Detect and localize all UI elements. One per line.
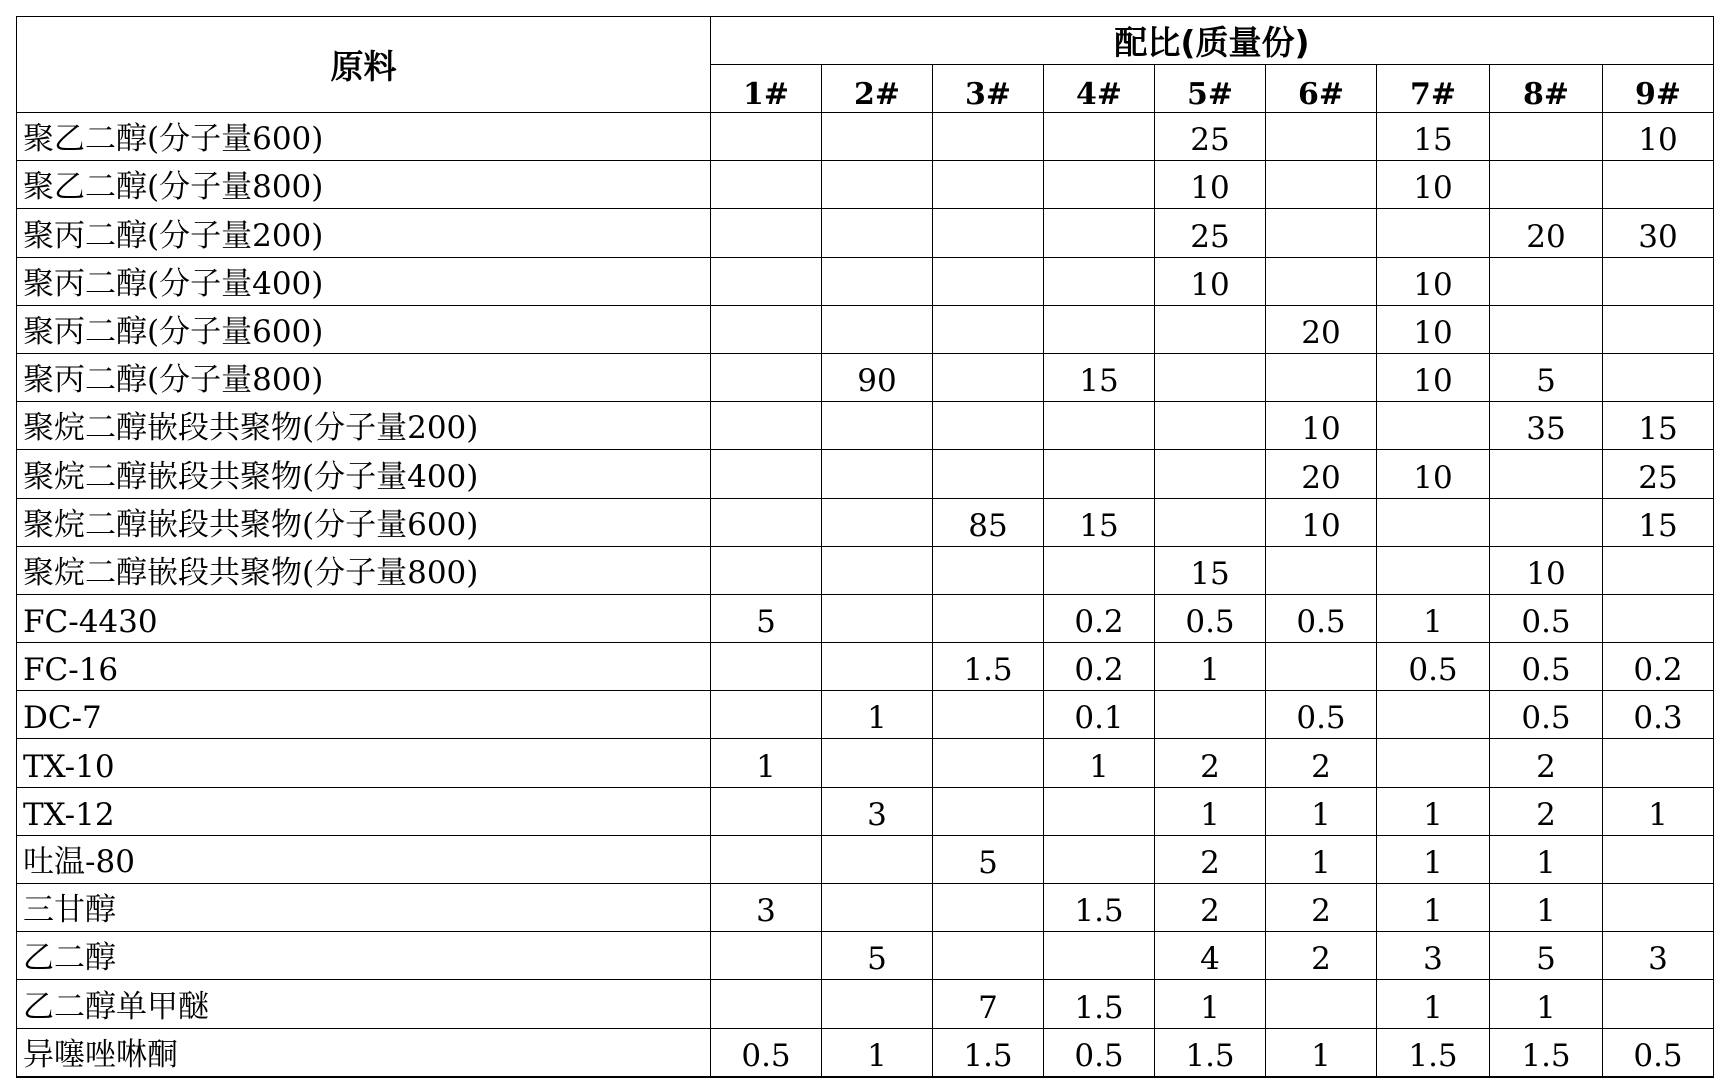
ratio-value-cell: 20 <box>1266 450 1377 498</box>
sample-header: 3# <box>933 65 1044 113</box>
ratio-value-cell: 15 <box>1155 546 1266 594</box>
sample-header: 8# <box>1490 65 1603 113</box>
ratio-value-cell <box>822 498 933 546</box>
ratio-value-cell <box>1266 209 1377 257</box>
ratio-value-cell: 1 <box>1266 1028 1377 1077</box>
table-row <box>17 305 1714 353</box>
ratio-value-cell <box>1155 498 1266 546</box>
ratio-value-cell: 1 <box>1155 980 1266 1028</box>
ratio-value-cell: 0.2 <box>1603 643 1714 691</box>
ratio-value-cell <box>711 643 822 691</box>
ratio-value-cell <box>1155 450 1266 498</box>
ratio-value-cell: 0.5 <box>1490 594 1603 642</box>
ratio-value-cell <box>822 161 933 209</box>
ratio-value-cell <box>933 546 1044 594</box>
ratio-value-cell <box>822 402 933 450</box>
ratio-value-cell: 20 <box>1490 209 1603 257</box>
table-row <box>17 980 1714 1028</box>
ratio-value-cell <box>822 739 933 787</box>
table-row <box>17 161 1714 209</box>
ratio-value-cell: 2 <box>1490 739 1603 787</box>
ratio-value-cell <box>822 209 933 257</box>
ratio-value-cell <box>1603 546 1714 594</box>
ratio-value-cell <box>1044 450 1155 498</box>
ratio-value-cell: 0.5 <box>1490 691 1603 739</box>
material-name-cell: 聚丙二醇(分子量800) <box>17 353 711 401</box>
ratio-value-cell: 25 <box>1603 450 1714 498</box>
ratio-value-cell <box>822 643 933 691</box>
ratio-value-cell: 15 <box>1044 498 1155 546</box>
ratio-value-cell <box>822 980 933 1028</box>
ratio-value-cell <box>933 257 1044 305</box>
material-name-cell: 聚丙二醇(分子量600) <box>17 305 711 353</box>
ratio-value-cell: 0.5 <box>1155 594 1266 642</box>
material-name-cell: TX-12 <box>17 787 711 835</box>
ratio-value-cell <box>711 113 822 161</box>
table-row <box>17 402 1714 450</box>
material-name-cell: FC-16 <box>17 643 711 691</box>
ratio-value-cell: 15 <box>1044 353 1155 401</box>
ratio-value-cell <box>1266 353 1377 401</box>
ratio-value-cell: 30 <box>1603 209 1714 257</box>
ratio-value-cell <box>1377 546 1490 594</box>
ratio-value-cell: 1.5 <box>1155 1028 1266 1077</box>
table-row <box>17 498 1714 546</box>
ratio-value-cell: 2 <box>1155 739 1266 787</box>
ratio-value-cell: 1.5 <box>1377 1028 1490 1077</box>
ratio-value-cell <box>711 498 822 546</box>
table-row <box>17 594 1714 642</box>
table-row <box>17 450 1714 498</box>
ratio-value-cell: 1 <box>1490 980 1603 1028</box>
ratio-value-cell <box>1603 257 1714 305</box>
ratio-value-cell: 5 <box>1490 932 1603 980</box>
ratio-value-cell: 1 <box>1155 643 1266 691</box>
material-name-cell: 聚烷二醇嵌段共聚物(分子量200) <box>17 402 711 450</box>
ratio-value-cell <box>1155 691 1266 739</box>
material-name-cell: 聚乙二醇(分子量800) <box>17 161 711 209</box>
material-name-cell: 聚乙二醇(分子量600) <box>17 113 711 161</box>
ratio-value-cell: 3 <box>822 787 933 835</box>
material-name-cell: 聚烷二醇嵌段共聚物(分子量400) <box>17 450 711 498</box>
ratio-value-cell: 1.5 <box>1044 884 1155 932</box>
table-row <box>17 1028 1714 1077</box>
ratio-value-cell: 0.5 <box>1377 643 1490 691</box>
ratio-value-cell <box>822 257 933 305</box>
ratio-value-cell: 35 <box>1490 402 1603 450</box>
ratio-value-cell <box>1377 691 1490 739</box>
ratio-value-cell: 10 <box>1155 257 1266 305</box>
table-row <box>17 739 1714 787</box>
ratio-value-cell: 3 <box>1377 932 1490 980</box>
ratio-value-cell <box>933 739 1044 787</box>
ratio-value-cell <box>1044 305 1155 353</box>
ratio-value-cell: 1 <box>1490 835 1603 883</box>
ratio-value-cell <box>1266 546 1377 594</box>
ratio-value-cell: 0.5 <box>1490 643 1603 691</box>
material-name-cell: 吐温-80 <box>17 835 711 883</box>
ratio-value-cell <box>1044 113 1155 161</box>
ratio-value-cell <box>1603 835 1714 883</box>
ratio-value-cell <box>933 450 1044 498</box>
table-row <box>17 691 1714 739</box>
ratio-value-cell <box>711 161 822 209</box>
sample-header: 2# <box>822 65 933 113</box>
ratio-value-cell: 10 <box>1490 546 1603 594</box>
ratio-value-cell <box>1490 257 1603 305</box>
ratio-value-cell <box>822 113 933 161</box>
ratio-value-cell: 1 <box>1377 884 1490 932</box>
ratio-value-cell: 0.1 <box>1044 691 1155 739</box>
ratio-value-cell <box>933 353 1044 401</box>
ratio-value-cell: 4 <box>1155 932 1266 980</box>
ratio-value-cell <box>822 305 933 353</box>
ratio-value-cell: 1 <box>1377 980 1490 1028</box>
ratio-value-cell <box>933 161 1044 209</box>
sample-header: 9# <box>1603 65 1714 113</box>
ratio-value-cell: 2 <box>1155 835 1266 883</box>
table-row <box>17 884 1714 932</box>
ratio-value-cell: 2 <box>1490 787 1603 835</box>
table-row <box>17 353 1714 401</box>
ratio-value-cell: 1 <box>1490 884 1603 932</box>
ratio-value-cell: 3 <box>711 884 822 932</box>
ratio-value-cell: 1 <box>1377 594 1490 642</box>
ratio-value-cell: 10 <box>1377 305 1490 353</box>
ratio-value-cell <box>933 402 1044 450</box>
ratio-value-cell <box>1155 353 1266 401</box>
ratio-value-cell <box>711 450 822 498</box>
ratio-value-cell <box>1377 739 1490 787</box>
material-column-header: 原料 <box>17 17 711 113</box>
ratio-value-cell <box>1044 932 1155 980</box>
table-row <box>17 113 1714 161</box>
ratio-value-cell: 1 <box>822 691 933 739</box>
ratio-value-cell <box>1603 594 1714 642</box>
ratio-value-cell <box>1603 884 1714 932</box>
table-row <box>17 209 1714 257</box>
sample-header: 1# <box>711 65 822 113</box>
ratio-value-cell: 1 <box>1377 787 1490 835</box>
ratio-value-cell: 10 <box>1266 402 1377 450</box>
ratio-value-cell <box>711 257 822 305</box>
ratio-value-cell <box>711 353 822 401</box>
ratio-value-cell: 1 <box>1266 787 1377 835</box>
ratio-value-cell: 2 <box>1155 884 1266 932</box>
ratio-value-cell <box>711 546 822 594</box>
ratio-column-header: 配比(质量份) <box>711 17 1714 65</box>
ratio-value-cell: 5 <box>933 835 1044 883</box>
ratio-value-cell: 0.5 <box>1603 1028 1714 1077</box>
ratio-value-cell <box>1490 305 1603 353</box>
ratio-value-cell <box>711 305 822 353</box>
ratio-value-cell: 0.3 <box>1603 691 1714 739</box>
ratio-value-cell: 5 <box>711 594 822 642</box>
ratio-value-cell <box>822 594 933 642</box>
ratio-value-cell: 2 <box>1266 739 1377 787</box>
ratio-value-cell <box>1044 402 1155 450</box>
ratio-value-cell: 10 <box>1377 450 1490 498</box>
ratio-value-cell <box>711 980 822 1028</box>
ratio-value-cell <box>1490 498 1603 546</box>
ratio-value-cell <box>1044 209 1155 257</box>
ratio-value-cell: 0.5 <box>711 1028 822 1077</box>
ratio-value-cell <box>711 402 822 450</box>
ratio-value-cell <box>933 113 1044 161</box>
ratio-value-cell: 1 <box>1603 787 1714 835</box>
ratio-value-cell <box>1603 739 1714 787</box>
ratio-value-cell: 85 <box>933 498 1044 546</box>
ratio-value-cell <box>711 932 822 980</box>
ratio-value-cell <box>933 305 1044 353</box>
sample-header: 7# <box>1377 65 1490 113</box>
ratio-value-cell: 3 <box>1603 932 1714 980</box>
ratio-value-cell <box>1490 113 1603 161</box>
ratio-value-cell: 10 <box>1155 161 1266 209</box>
table-row <box>17 643 1714 691</box>
sample-header: 5# <box>1155 65 1266 113</box>
ratio-value-cell: 25 <box>1155 209 1266 257</box>
ratio-value-cell <box>933 691 1044 739</box>
ratio-value-cell: 25 <box>1155 113 1266 161</box>
ratio-value-cell: 1.5 <box>1490 1028 1603 1077</box>
ratio-value-cell <box>711 787 822 835</box>
ratio-value-cell <box>1044 161 1155 209</box>
ratio-value-cell <box>822 835 933 883</box>
ratio-value-cell: 20 <box>1266 305 1377 353</box>
ratio-value-cell: 1 <box>1266 835 1377 883</box>
table-row <box>17 257 1714 305</box>
ratio-value-cell <box>933 787 1044 835</box>
ratio-value-cell: 0.2 <box>1044 643 1155 691</box>
ratio-value-cell: 10 <box>1603 113 1714 161</box>
ratio-value-cell <box>1603 980 1714 1028</box>
table-row <box>17 835 1714 883</box>
table-body <box>17 113 1714 1077</box>
material-name-cell: 乙二醇单甲醚 <box>17 980 711 1028</box>
formulation-table <box>16 16 1714 1078</box>
ratio-value-cell <box>711 691 822 739</box>
ratio-value-cell: 1.5 <box>933 1028 1044 1077</box>
ratio-value-cell: 0.2 <box>1044 594 1155 642</box>
header-row-ratio <box>17 17 1714 65</box>
ratio-value-cell <box>1044 257 1155 305</box>
ratio-value-cell <box>1603 353 1714 401</box>
material-name-cell: 聚烷二醇嵌段共聚物(分子量600) <box>17 498 711 546</box>
ratio-value-cell: 90 <box>822 353 933 401</box>
table-row <box>17 787 1714 835</box>
ratio-value-cell <box>1044 835 1155 883</box>
ratio-value-cell <box>1377 498 1490 546</box>
ratio-value-cell: 5 <box>822 932 933 980</box>
ratio-value-cell <box>711 209 822 257</box>
ratio-value-cell <box>822 884 933 932</box>
ratio-value-cell: 15 <box>1603 498 1714 546</box>
ratio-value-cell: 7 <box>933 980 1044 1028</box>
ratio-value-cell <box>1377 209 1490 257</box>
material-name-cell: FC-4430 <box>17 594 711 642</box>
material-name-cell: 聚烷二醇嵌段共聚物(分子量800) <box>17 546 711 594</box>
material-name-cell: TX-10 <box>17 739 711 787</box>
ratio-value-cell: 1.5 <box>933 643 1044 691</box>
ratio-value-cell <box>1266 161 1377 209</box>
ratio-value-cell: 1 <box>711 739 822 787</box>
ratio-value-cell <box>1044 787 1155 835</box>
ratio-value-cell: 1 <box>1377 835 1490 883</box>
ratio-value-cell <box>1603 305 1714 353</box>
ratio-value-cell <box>1266 643 1377 691</box>
ratio-value-cell <box>1266 113 1377 161</box>
ratio-value-cell: 10 <box>1266 498 1377 546</box>
ratio-value-cell: 1 <box>1044 739 1155 787</box>
ratio-value-cell: 15 <box>1377 113 1490 161</box>
ratio-value-cell: 5 <box>1490 353 1603 401</box>
material-name-cell: 乙二醇 <box>17 932 711 980</box>
ratio-value-cell: 10 <box>1377 257 1490 305</box>
ratio-value-cell <box>933 884 1044 932</box>
ratio-value-cell <box>822 546 933 594</box>
ratio-value-cell <box>711 835 822 883</box>
sample-header: 6# <box>1266 65 1377 113</box>
ratio-value-cell: 0.5 <box>1266 691 1377 739</box>
ratio-value-cell <box>1603 161 1714 209</box>
ratio-value-cell <box>933 594 1044 642</box>
ratio-value-cell: 1 <box>1155 787 1266 835</box>
ratio-value-cell <box>933 209 1044 257</box>
ratio-value-cell: 10 <box>1377 353 1490 401</box>
ratio-value-cell: 2 <box>1266 884 1377 932</box>
material-name-cell: DC-7 <box>17 691 711 739</box>
ratio-value-cell: 1 <box>822 1028 933 1077</box>
ratio-value-cell <box>1155 402 1266 450</box>
ratio-value-cell: 0.5 <box>1044 1028 1155 1077</box>
material-name-cell: 异噻唑啉酮 <box>17 1028 711 1077</box>
material-name-cell: 聚丙二醇(分子量200) <box>17 209 711 257</box>
ratio-value-cell: 0.5 <box>1266 594 1377 642</box>
ratio-value-cell <box>1266 980 1377 1028</box>
material-name-cell: 三甘醇 <box>17 884 711 932</box>
table-row <box>17 932 1714 980</box>
ratio-value-cell <box>933 932 1044 980</box>
ratio-value-cell: 2 <box>1266 932 1377 980</box>
table-row <box>17 546 1714 594</box>
material-name-cell: 聚丙二醇(分子量400) <box>17 257 711 305</box>
sample-header: 4# <box>1044 65 1155 113</box>
ratio-value-cell <box>1266 257 1377 305</box>
ratio-value-cell: 15 <box>1603 402 1714 450</box>
ratio-value-cell <box>1377 402 1490 450</box>
ratio-value-cell <box>822 450 933 498</box>
ratio-value-cell <box>1490 161 1603 209</box>
ratio-value-cell: 1.5 <box>1044 980 1155 1028</box>
ratio-value-cell: 10 <box>1377 161 1490 209</box>
ratio-value-cell <box>1044 546 1155 594</box>
ratio-value-cell <box>1155 305 1266 353</box>
ratio-value-cell <box>1490 450 1603 498</box>
